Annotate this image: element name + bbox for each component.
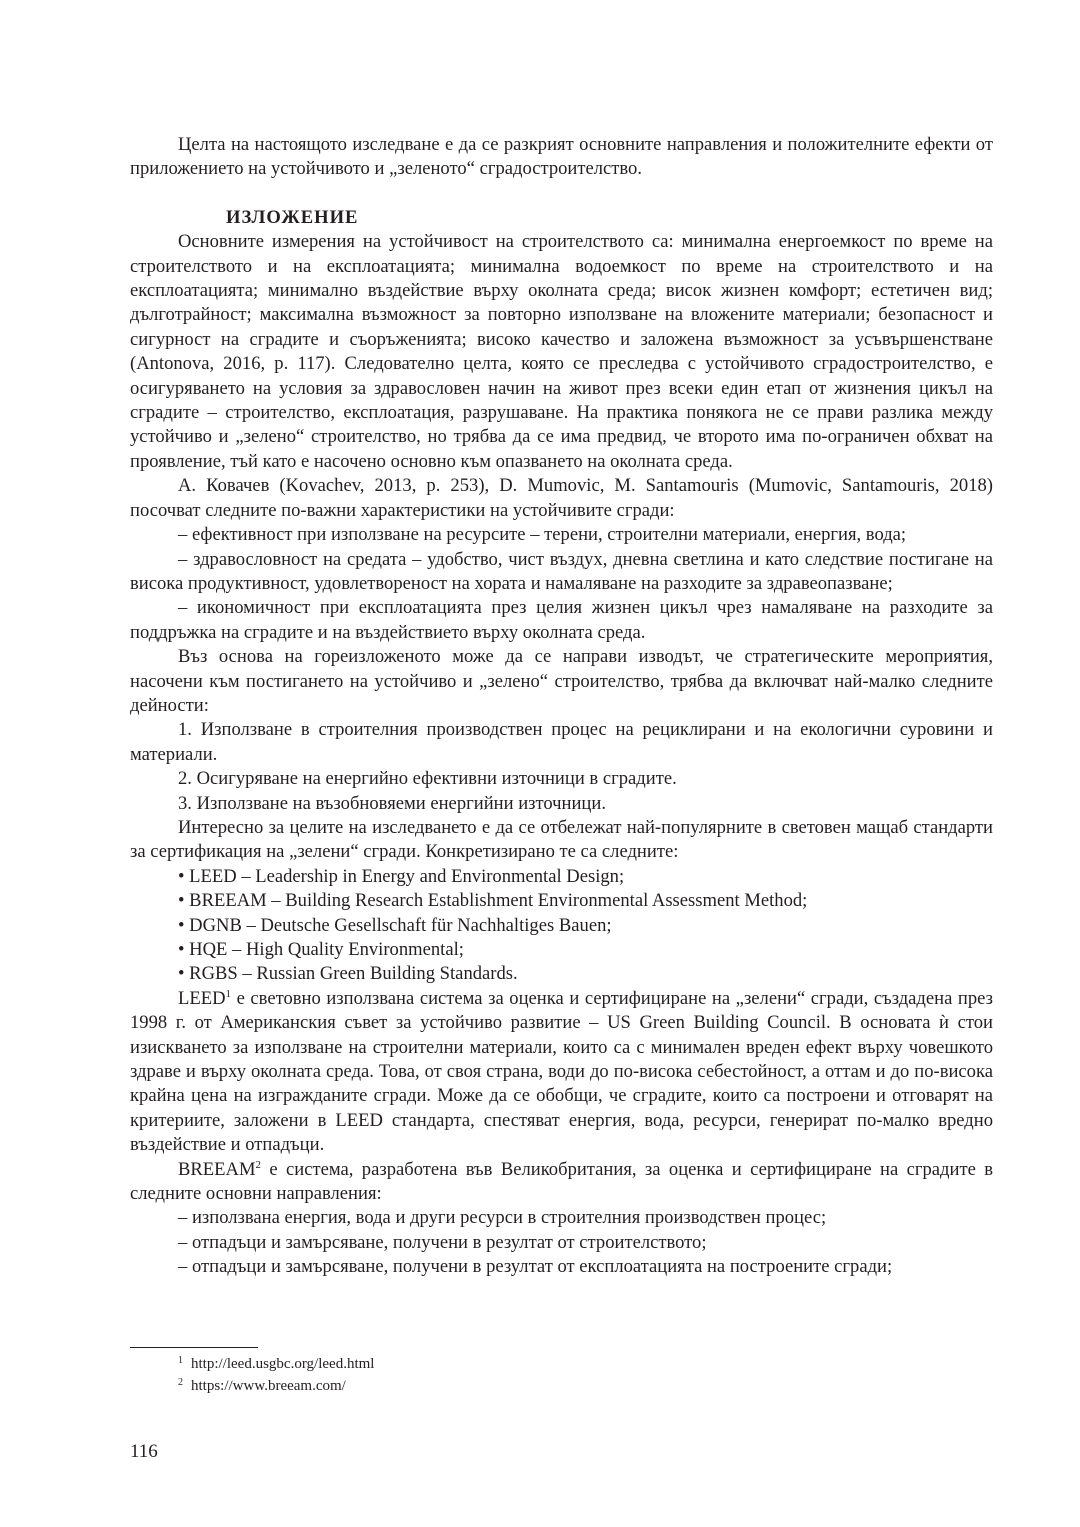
footnote-link[interactable]: https://www.breeam.com/ [191,1378,346,1394]
numbered-item: 3. Използване на възобновяеми енергийни източници. [178,792,606,814]
dash-item: – здравословност на средата – удобство, чист въздух, дневна светлина и като следствие постигане на висока продуктивност, удовлетвореност на хората и намаляване на разходите за здравеопазване; [130,548,993,594]
footnote-ref-1: 1 [225,987,232,1000]
body-text [130,133,993,1280]
paragraph-leed [130,987,993,1158]
paragraph-activities-intro: Въз основа на гореизложеното може да се направи изводът, че стратегическите мероприятия, насочени към постигането на устойчиво и „зелено“ строителство, трябва да включват най-малко следните дейности: [130,646,993,716]
paragraph-standards-intro: Интересно за целите на изследването е да се отбележат най-популярните в световен мащаб стандарти за сертификация на „зелени“ сгради. Конкретизирано те са следните: [130,816,993,863]
footnote-divider [130,1347,258,1348]
dash-item: – отпадъци и замърсяване, получени в резултат от строителството; [178,1231,707,1253]
dash-item: – икономичност при експлоатацията през целия жизнен цикъл чрез намаляване на разходите за поддръжка на сградите и на въздействието върху околната среда. [130,597,993,643]
dash-item: – ефективност при използване на ресурсите – терени, строителни материали, енергия, вода; [178,524,907,546]
breeam-term: BREEAM [178,1158,256,1180]
breeam-text: е система, разработена във Великобритания, за оценка и сертифициране на сградите в следните основни направления: [130,1158,993,1205]
bullet-item: • RGBS – Russian Green Building Standards. [130,962,993,986]
footnotes [130,1353,830,1397]
section-heading: ИЗЛОЖЕНИЕ [226,206,359,228]
leed-text: е световно използвана система за оценка и сертифициране на „зелени“ сгради, създадена през 1998 г. от Американския съвет за устойчиво развитие – US Green Building Council. В основата ѝ стои изискването за използване на строителни материали, които са с минимален вреден ефект върху човешкото здраве и върху околната среда. Това, от своя страна, води до по-висока себестойност, а оттам и до по-висока крайна цена на изгражданите сгради. Може да се обобщи, че сградите, които са построени и отговарят на критериите, заложени в LEED стандарта, спестяват енергия, вода, ресурси, генерират по-малко вредно въздействие и отпадъци. [130,987,993,1156]
paragraph-dimensions: Основните измерения на устойчивост на строителството са: минимална енергоемкост по време на строителството и на експлоатацията; минимална водоемкост по време на строителството и на експлоатацията; минимално въздействие върху околната среда; висок жизнен комфорт; естетичен вид; дълготрайност; максимална възможност за повторно използване на вложените материали; безопасност и сигурност на сградите и съоръженията; високо качество и заложена възможност за усъвършенстване (Antonova, 2016, p. 117). Следователно целта, която се преследва с устойчивото сградостроителство, е осигуряването на условия за здравословен начин на живот през всеки един етап от жизнения цикъл на сградите – строителство, експлоатация, разрушаване. На практика понякога не се прави разлика между устойчиво и „зелено“ строителство, но трябва да се има предвид, че второто има по-ограничен обхват на проявление, тъй като е насочено основно към опазването на околната среда. [130,231,993,472]
footnote-ref-2: 2 [255,1158,261,1171]
footnote-number: 1 [178,1355,183,1366]
footnote [130,1375,830,1397]
page-number: 116 [130,1441,158,1462]
leed-term: LEED [178,987,226,1009]
numbered-item: 2. Осигуряване на енергийно ефективни източници в сградите. [178,768,677,790]
footnote-link[interactable]: http://leed.usgbc.org/leed.html [191,1356,375,1372]
bullet-item: • LEED – Leadership in Energy and Environmental Design; [130,865,993,889]
bullet-item: • HQE – High Quality Environmental; [130,938,993,962]
dash-item: – отпадъци и замърсяване, получени в резултат от експлоатацията на построените сгради; [178,1256,893,1278]
paragraph-characteristics-intro: А. Ковачев (Kovachev, 2013, p. 253), D. Mumovic, M. Santamouris (Mumovic, Santamouris, 2018) посочват следните по-важни характеристики на устойчивите сгради: [130,475,993,521]
bullet-item: • BREEAM – Building Research Establishment Environmental Assessment Method; [130,889,993,913]
dash-item: – използвана енергия, вода и други ресурси в строителния производствен процес; [178,1207,827,1229]
bullet-item: • DGNB – Deutsche Gesellschaft für Nachhaltiges Bauen; [130,914,993,938]
intro-paragraph: Целта на настоящото изследване е да се разкрият основните направления и положителните ефекти от приложението на устойчивото и „зеленото“ сградостроителство. [130,134,993,180]
paragraph-breeam [130,1158,993,1207]
numbered-item: 1. Използване в строителния производствен процес на рециклирани и на екологични суровини и материали. [130,719,993,765]
footnote-number: 2 [178,1377,183,1388]
footnote [130,1353,830,1375]
